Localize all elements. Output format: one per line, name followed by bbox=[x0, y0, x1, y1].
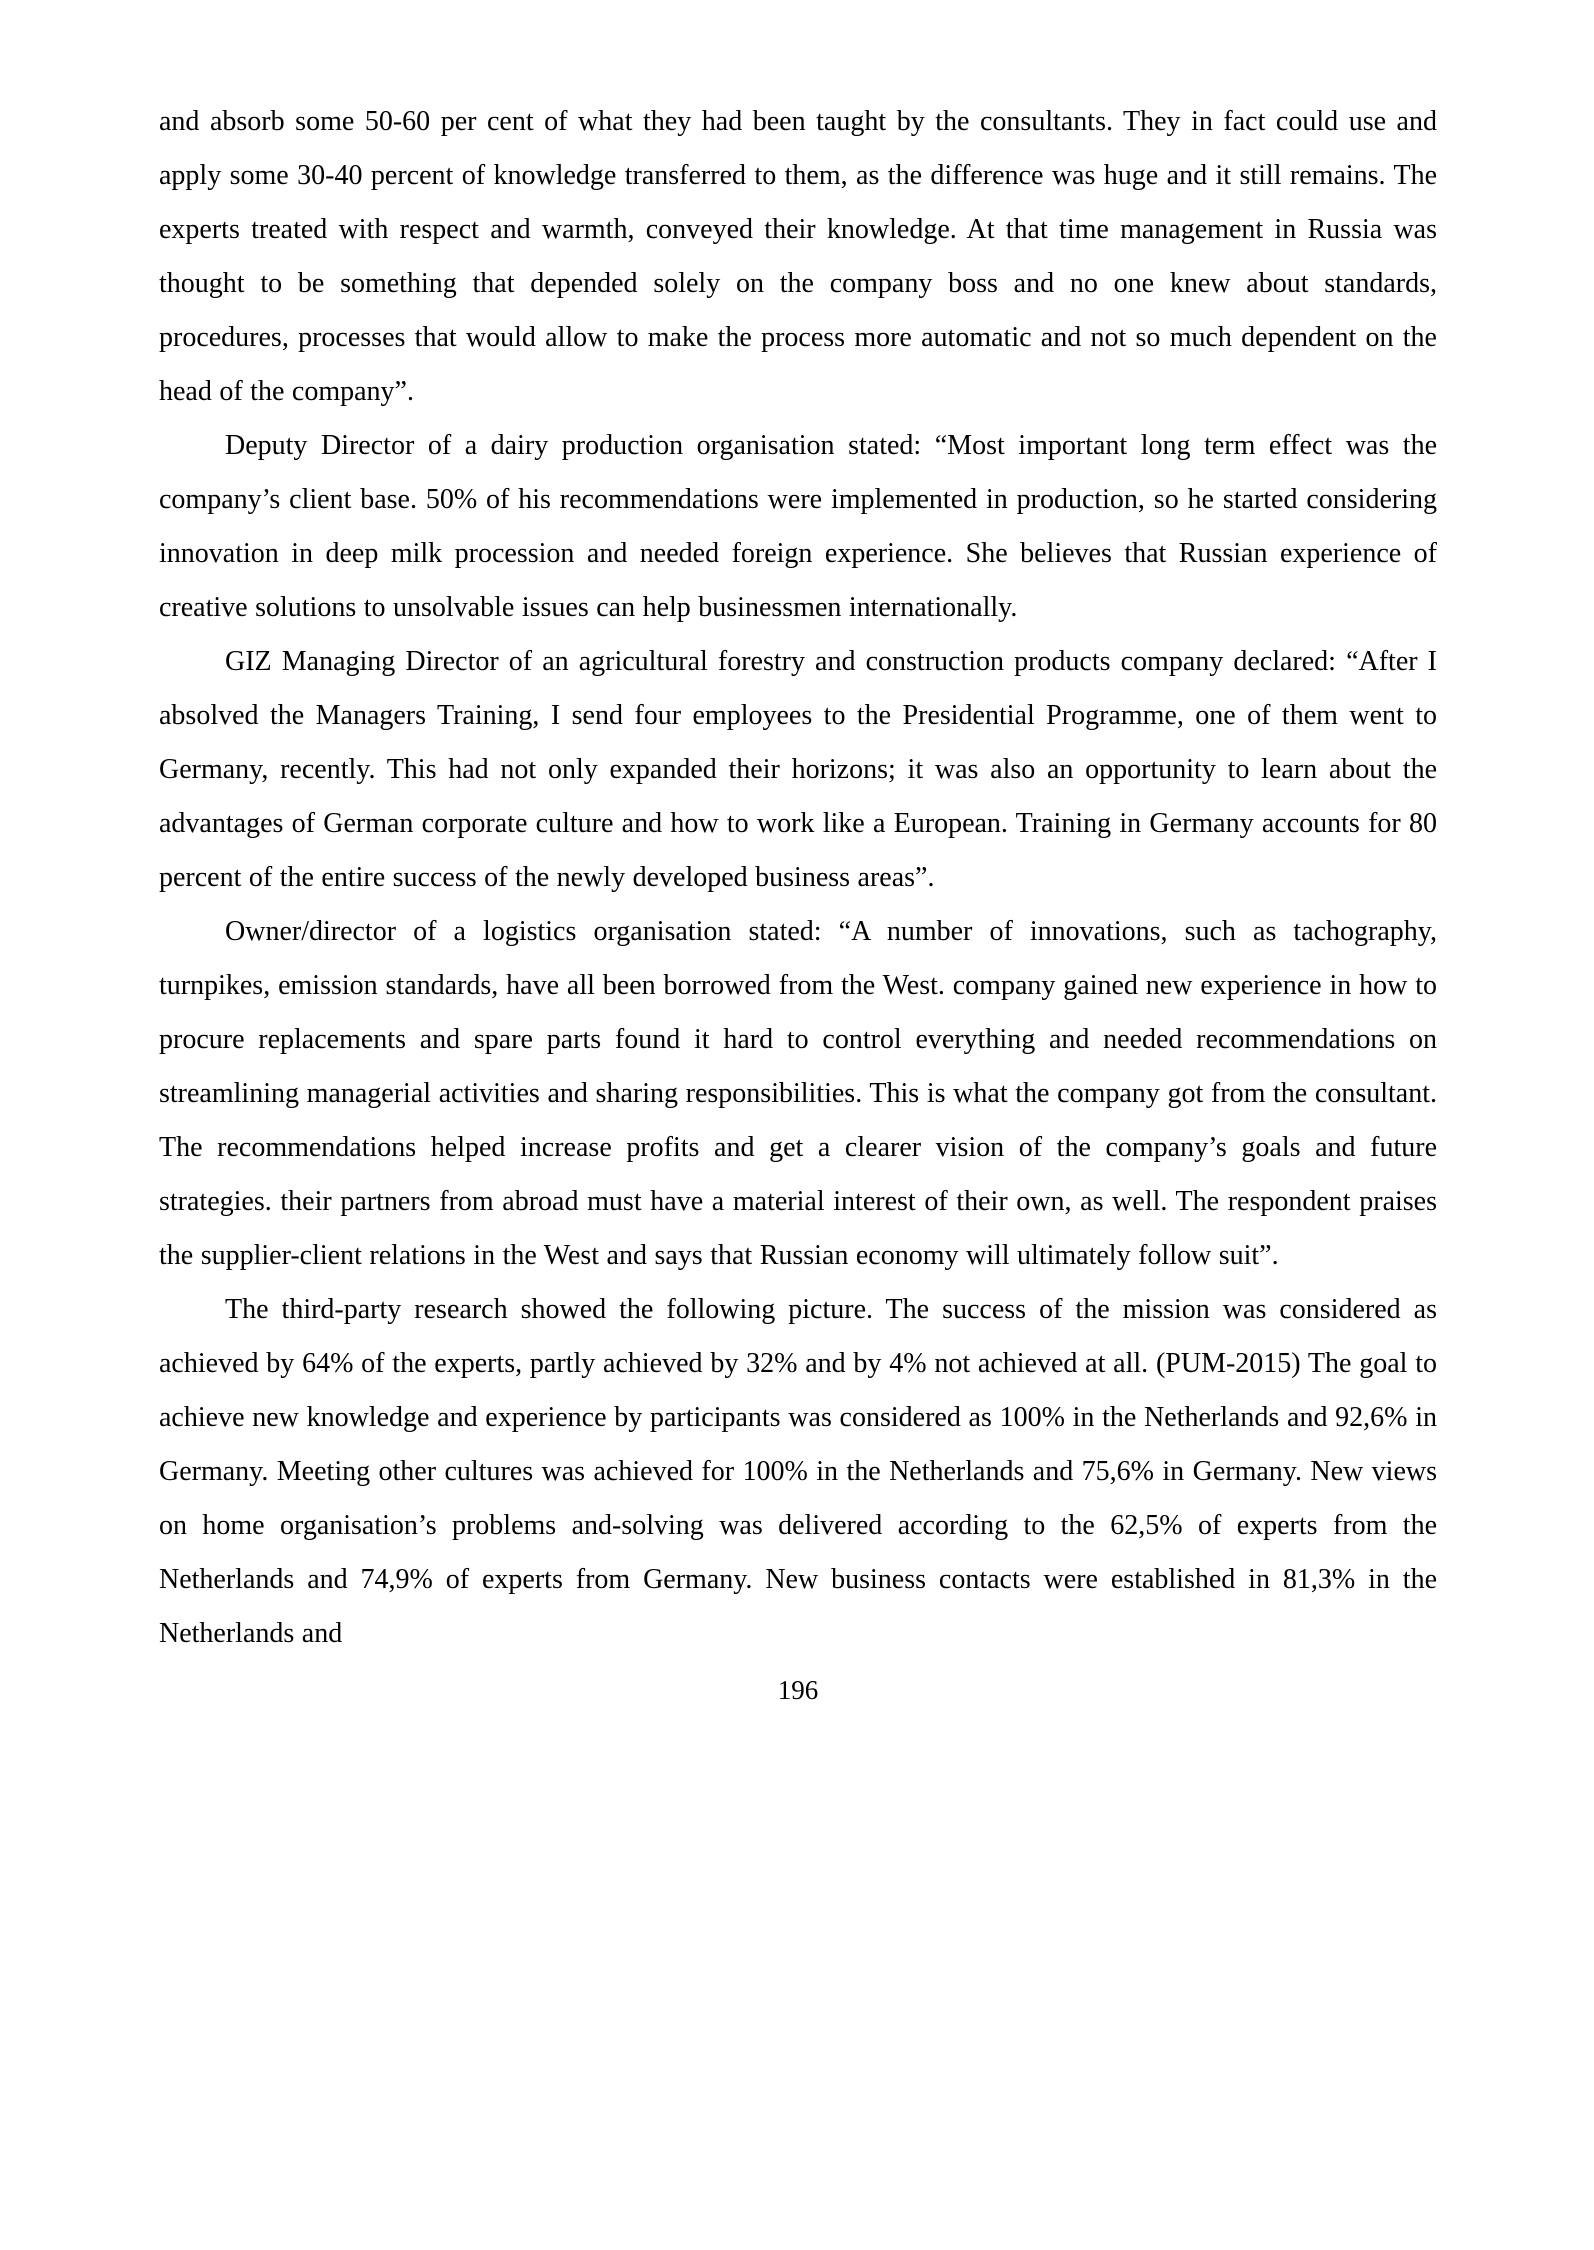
page-number: 196 bbox=[777, 1675, 819, 1705]
paragraph-continuation: and absorb some 50-60 per cent of what they had been taught by the consultants. They in fact could use and apply some 30-40 percent of knowledge transferred to them, as the difference was huge and it still remains. The experts treated with respect and warmth, conveyed their knowledge. At that time management in Russia was thought to be something that depended solely on the company boss and no one knew about standards, procedures, processes that would allow to make the process more automatic and not so much dependent on the head of the company”. bbox=[159, 106, 1437, 407]
paragraph-third-party-research: The third-party research showed the following picture. The success of the mission was considered as achieved by 64% of the experts, partly achieved by 32% and by 4% not achieved at all. (PUM-2015) The goal to achieve new knowledge and experience by participants was considered as 100% in the Netherlands and 92,6% in Germany. Meeting other cultures was achieved for 100% in the Netherlands and 75,6% in Germany. New views on home organisation’s problems and-solving was delivered according to the 62,5% of experts from the Netherlands and 74,9% of experts from Germany. New business contacts were established in 81,3% in the Netherlands and bbox=[159, 1294, 1437, 1649]
paragraph-deputy-director-quote: Deputy Director of a dairy production organisation stated: “Most important long term effect was the company’s client base. 50% of his recommendations were implemented in production, so he started considering innovation in deep milk procession and needed foreign experience. She believes that Russian experience of creative solutions to unsolvable issues can help businessmen internationally. bbox=[159, 430, 1437, 623]
paragraph-owner-director-quote: Owner/director of a logistics organisation stated: “A number of innovations, such as tachography, turnpikes, emission standards, have all been borrowed from the West. company gained new experience in how to procure replacements and spare parts found it hard to control everything and needed recommendations on streamlining managerial activities and sharing responsibilities. This is what the company got from the consultant. The recommendations helped increase profits and get a clearer vision of the company’s goals and future strategies. their partners from abroad must have a material interest of their own, as well. The respondent praises the supplier-client relations in the West and says that Russian economy will ultimately follow suit”. bbox=[159, 916, 1437, 1271]
paragraph-giz-managing-director-quote: GIZ Managing Director of an agricultural forestry and construction products company declared: “After I absolved the Managers Training, I send four employees to the Presidential Programme, one of them went to Germany, recently. This had not only expanded their horizons; it was also an opportunity to learn about the advantages of German corporate culture and how to work like a European. Training in Germany accounts for 80 percent of the entire success of the newly developed business areas”. bbox=[159, 646, 1437, 893]
